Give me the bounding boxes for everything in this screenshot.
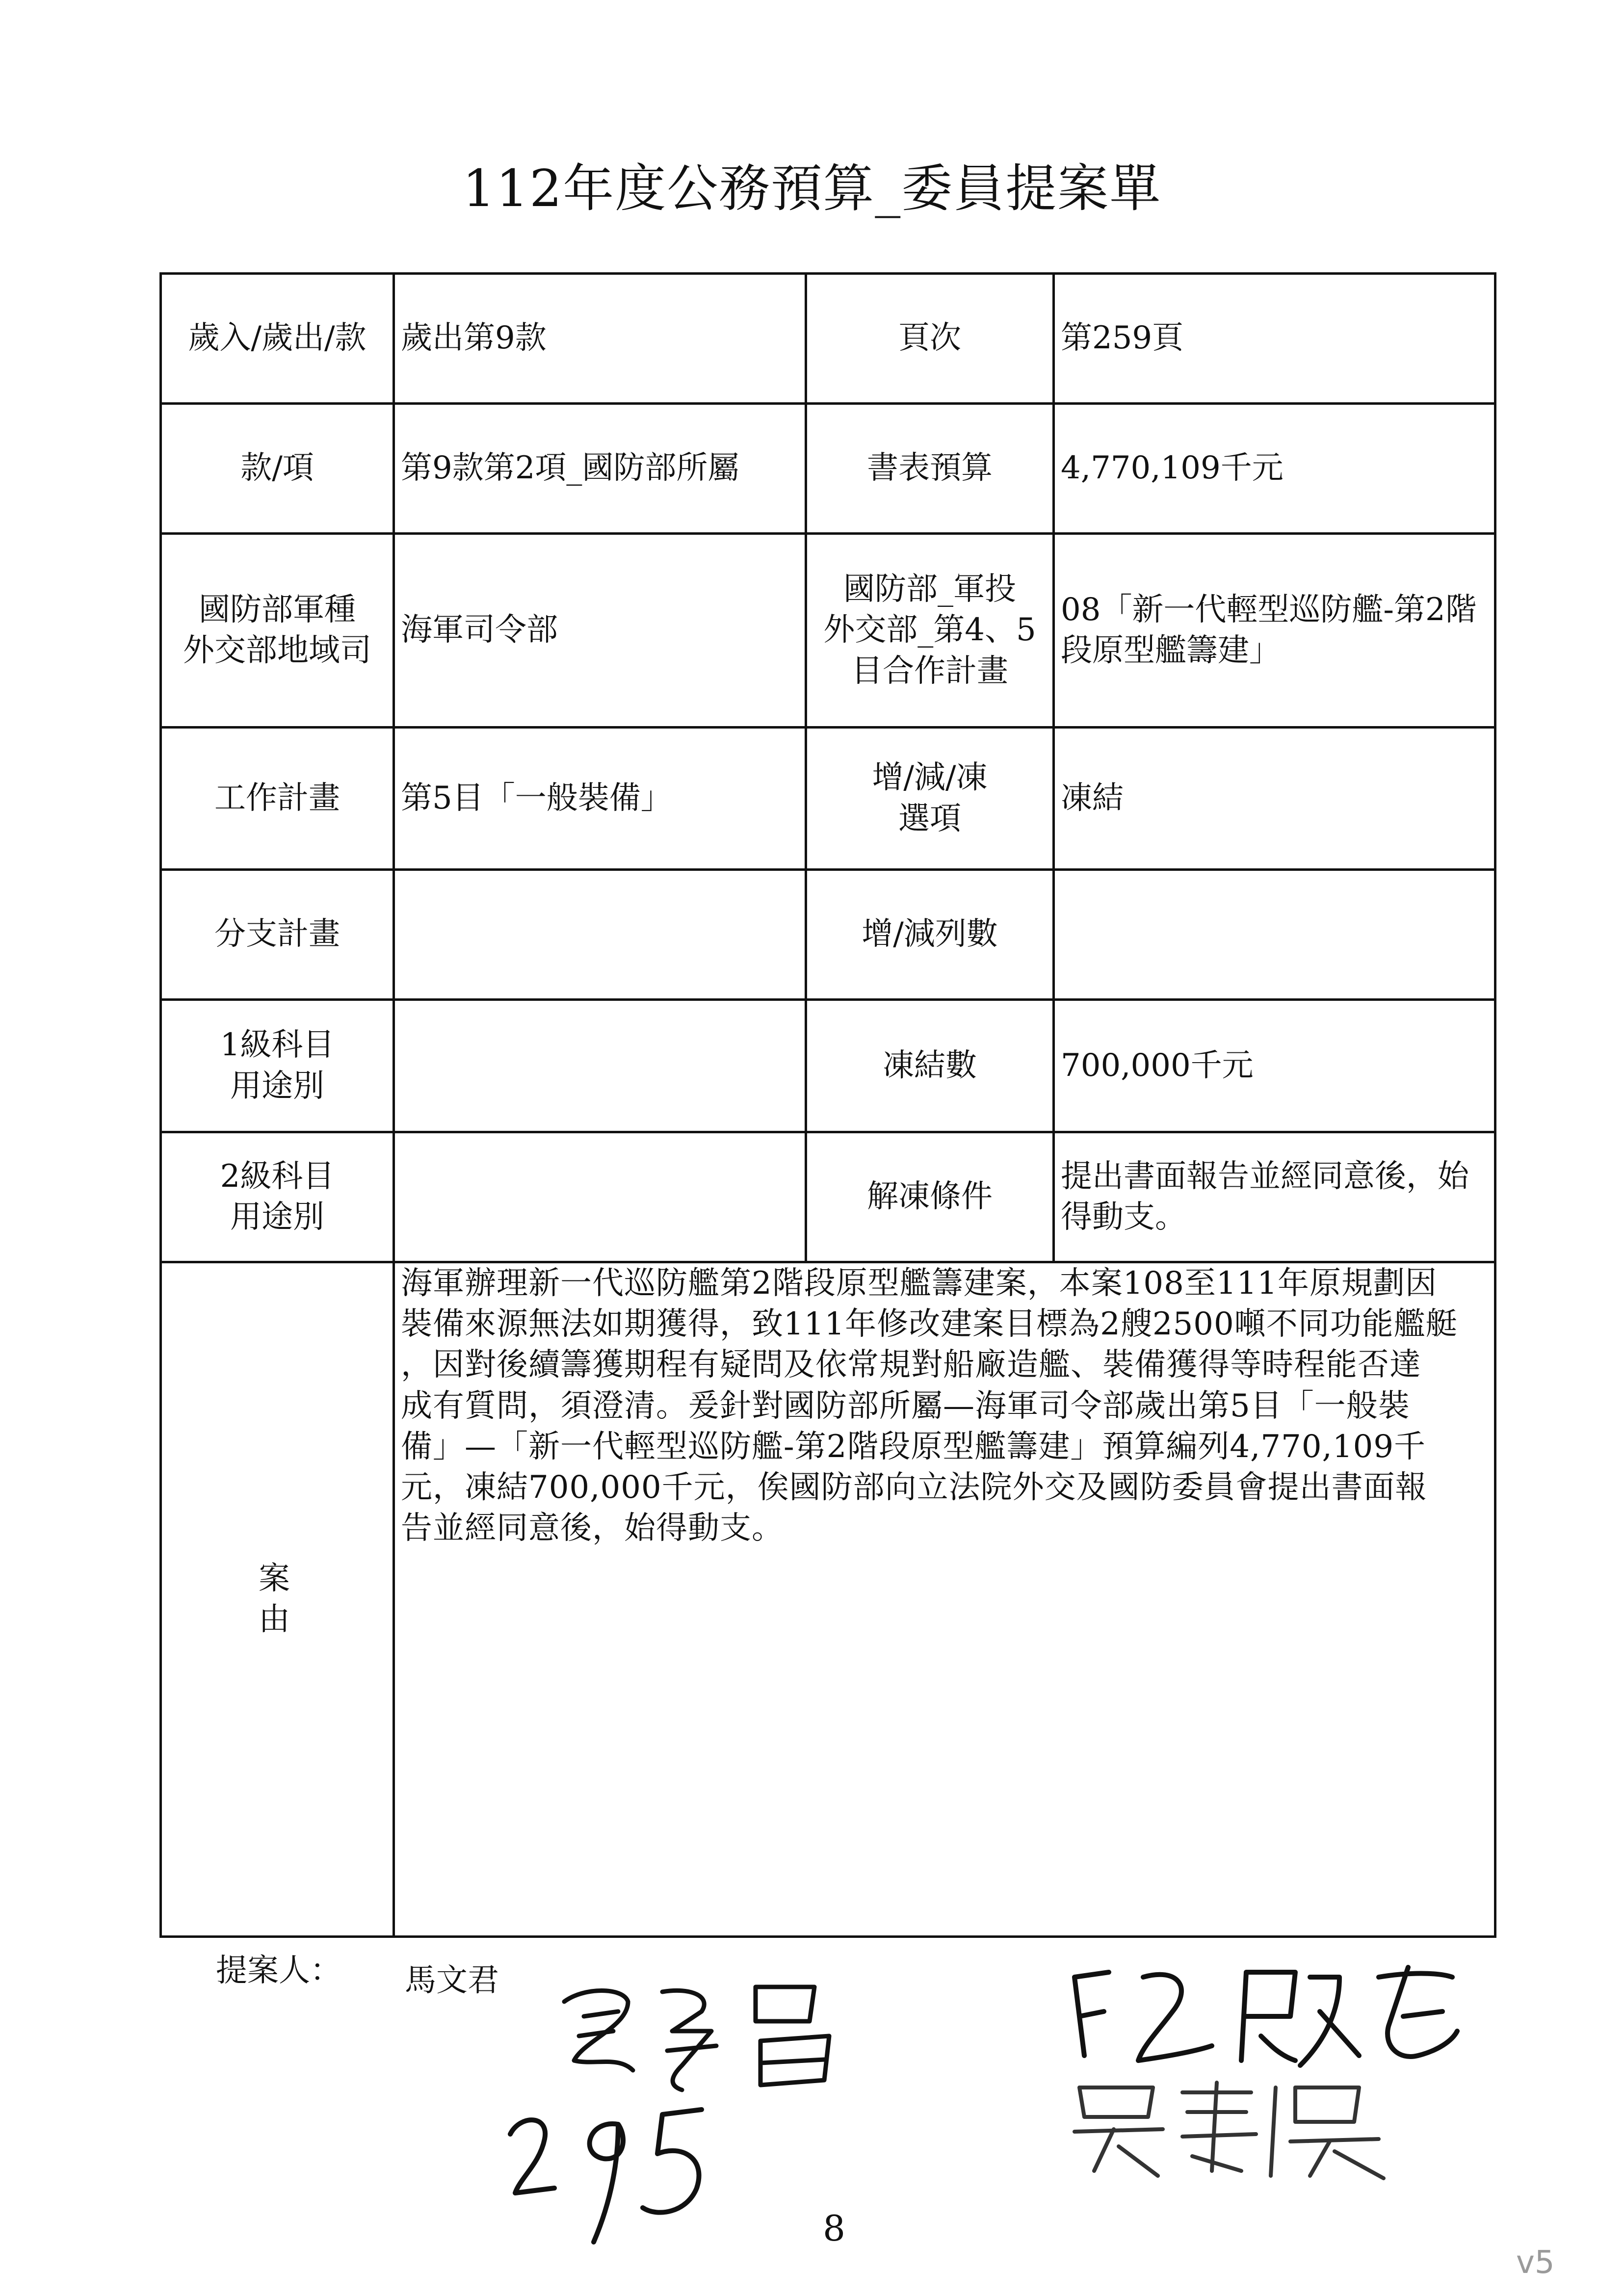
handwritten-number bbox=[500, 2095, 716, 2257]
field-label bbox=[161, 1132, 394, 1262]
reason-line: 海軍辦理新一代巡防艦第2階段原型艦籌建案，本案108至111年原規劃因 bbox=[401, 1265, 1438, 1302]
signature-2 bbox=[1065, 1957, 1467, 2075]
field-label: 工作計畫 bbox=[161, 728, 394, 870]
reason-text bbox=[394, 1262, 1495, 1937]
reason-line: 備」—「新一代輕型巡防艦-第2階段原型艦籌建」預算編列4,770,109千 bbox=[401, 1428, 1426, 1465]
field-value: 08「新一代輕型巡防艦-第2階段原型艦籌建」 bbox=[1054, 534, 1495, 728]
field-label-line: 國防部_軍投 bbox=[843, 571, 1016, 608]
reason-line: 裝備來源無法如期獲得，致111年修改建案目標為2艘2500噸不同功能艦艇 bbox=[401, 1306, 1458, 1343]
field-value: 海軍司令部 bbox=[394, 534, 806, 728]
field-value: 4,770,109千元 bbox=[1054, 404, 1495, 534]
field-label bbox=[806, 534, 1054, 728]
form-row bbox=[161, 404, 1495, 534]
field-label: 分支計畫 bbox=[161, 870, 394, 1000]
field-label-line: 用途別 bbox=[230, 1199, 324, 1235]
field-label-line: 2級科目 bbox=[220, 1158, 335, 1195]
signature-3 bbox=[1065, 2073, 1418, 2186]
proposer-label: 提案人： bbox=[216, 1953, 341, 1989]
field-value: 第259頁 bbox=[1054, 274, 1495, 404]
field-value: 700,000千元 bbox=[1054, 1000, 1495, 1132]
field-label bbox=[161, 534, 394, 728]
field-label-line: 目合作計畫 bbox=[851, 652, 1008, 689]
reason-line: 成有質問，須澄清。爰針對國防部所屬—海軍司令部歲出第5目「一般裝 bbox=[401, 1387, 1410, 1424]
field-label: 增/減列數 bbox=[806, 870, 1054, 1000]
form-row bbox=[161, 534, 1495, 728]
field-value bbox=[394, 870, 806, 1000]
field-value bbox=[1054, 870, 1495, 1000]
reason-line: ，因對後續籌獲期程有疑問及依常規對船廠造艦、裝備獲得等時程能否達 bbox=[401, 1347, 1421, 1383]
signature-1 bbox=[554, 1972, 859, 2100]
reason-line: 元，凍結700,000千元，俟國防部向立法院外交及國防委員會提出書面報 bbox=[401, 1469, 1427, 1506]
field-label-line: 1級科目 bbox=[220, 1027, 335, 1064]
field-value: 提出書面報告並經同意後，始得動支。 bbox=[1054, 1132, 1495, 1262]
field-label bbox=[161, 1000, 394, 1132]
form-row bbox=[161, 1000, 1495, 1132]
field-label-line: 國防部軍種 bbox=[199, 591, 356, 628]
field-label: 頁次 bbox=[806, 274, 1054, 404]
form-row bbox=[161, 274, 1495, 404]
field-label-line: 增/減/凍 bbox=[872, 759, 988, 796]
reason-row bbox=[161, 1262, 1495, 1937]
page-number: 8 bbox=[823, 2208, 845, 2249]
form-row bbox=[161, 1132, 1495, 1262]
field-label: 款/項 bbox=[161, 404, 394, 534]
field-value bbox=[394, 1000, 806, 1132]
proposer-name: 馬文君 bbox=[405, 1962, 499, 1999]
field-label-line: 外交部_第4、5 bbox=[823, 612, 1036, 649]
field-value: 凍結 bbox=[1054, 728, 1495, 870]
form-row bbox=[161, 870, 1495, 1000]
field-label-line: 選項 bbox=[898, 800, 961, 837]
field-value: 歲出第9款 bbox=[394, 274, 806, 404]
field-label: 凍結數 bbox=[806, 1000, 1054, 1132]
field-label-line: 外交部地域司 bbox=[183, 632, 371, 669]
field-label: 解凍條件 bbox=[806, 1132, 1054, 1262]
form-row bbox=[161, 728, 1495, 870]
field-value: 第5目「一般裝備」 bbox=[394, 728, 806, 870]
field-label: 歲入/歲出/款 bbox=[161, 274, 394, 404]
field-value bbox=[394, 1132, 806, 1262]
reason-label: 案由 bbox=[161, 1262, 394, 1937]
reason-line: 告並經同意後，始得動支。 bbox=[401, 1510, 784, 1547]
field-label: 書表預算 bbox=[806, 404, 1054, 534]
field-value: 第9款第2項_國防部所屬 bbox=[394, 404, 806, 534]
corner-mark: v5 bbox=[1516, 2244, 1555, 2281]
form-title: 112年度公務預算_委員提案單 bbox=[462, 158, 1162, 218]
proposal-form-table bbox=[159, 272, 1496, 1938]
field-label-line: 用途別 bbox=[230, 1068, 324, 1104]
field-label bbox=[806, 728, 1054, 870]
